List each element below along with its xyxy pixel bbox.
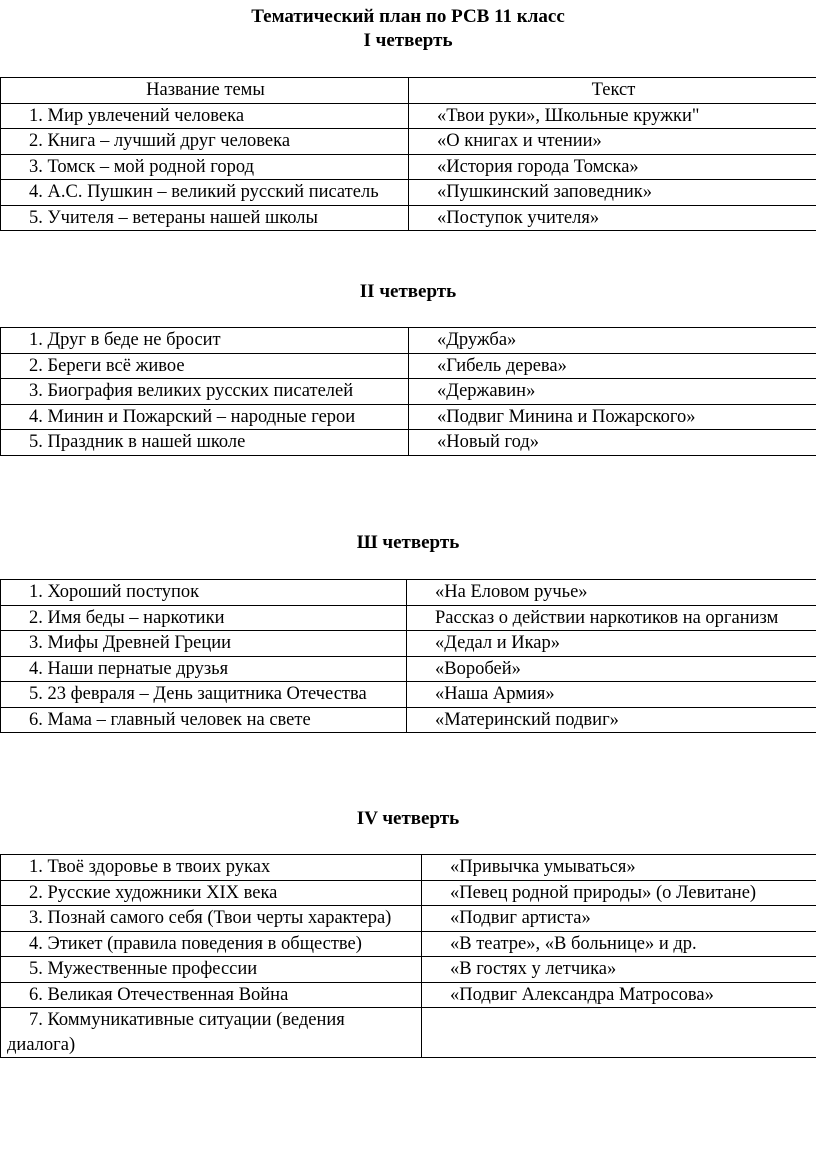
text-cell: «Подвиг Александра Матросова»: [422, 982, 816, 1008]
text-cell: «Подвиг Минина и Пожарского»: [409, 404, 816, 430]
table-row: [1, 103, 816, 129]
topic-cell: 6. Мама – главный человек на свете: [1, 707, 407, 733]
table-row: [1, 931, 816, 957]
table-row: [1, 430, 816, 456]
text-cell: «О книгах и чтении»: [409, 129, 816, 155]
quarter-4-heading: IV четверть: [356, 808, 460, 829]
topic-cell: 3. Томск – мой родной город: [1, 154, 409, 180]
table-row: [1, 906, 816, 932]
text-cell: «Державин»: [409, 379, 816, 405]
topic-cell: 2. Русские художники XIX века: [1, 880, 422, 906]
text-cell: «Гибель дерева»: [409, 353, 816, 379]
text-cell: «Твои руки», Школьные кружки": [409, 103, 816, 129]
topic-cell: 1. Друг в беде не бросит: [1, 328, 409, 354]
text-cell: «История города Томска»: [409, 154, 816, 180]
text-cell: «В гостях у летчика»: [422, 957, 816, 983]
column-header-topic: Название темы: [1, 78, 409, 104]
text-cell: «Певец родной природы» (о Левитане): [422, 880, 816, 906]
text-cell: «Дедал и Икар»: [407, 631, 816, 657]
table-row: [1, 379, 816, 405]
topic-cell: 3. Мифы Древней Греции: [1, 631, 407, 657]
table-row: [1, 682, 816, 708]
topic-cell: 2. Имя беды – наркотики: [1, 605, 407, 631]
quarter-4-table: [0, 854, 816, 1058]
text-cell: «Воробей»: [407, 656, 816, 682]
topic-cell: 5. Праздник в нашей школе: [1, 430, 409, 456]
text-cell: «Наша Армия»: [407, 682, 816, 708]
table-row: [1, 180, 816, 206]
table-header-row: [1, 78, 816, 104]
topic-cell: 2. Книга – лучший друг человека: [1, 129, 409, 155]
topic-cell: 3. Познай самого себя (Твои черты характера): [1, 906, 422, 932]
table-row: [1, 631, 816, 657]
topic-cell: 6. Великая Отечественная Война: [1, 982, 422, 1008]
topic-cell: 4. А.С. Пушкин – великий русский писатель: [1, 180, 409, 206]
topic-cell: 5. Учителя – ветераны нашей школы: [1, 205, 409, 231]
text-cell: «На Еловом ручье»: [407, 580, 816, 606]
text-cell: «Подвиг артиста»: [422, 906, 816, 932]
table-row: [1, 328, 816, 354]
page-title: Тематический план по РСВ 11 класс: [251, 6, 565, 27]
topic-cell: 3. Биография великих русских писателей: [1, 379, 409, 405]
topic-cell: 1. Хороший поступок: [1, 580, 407, 606]
table-row: [1, 855, 816, 881]
quarter-1-table: [0, 77, 816, 231]
text-cell: «Поступок учителя»: [409, 205, 816, 231]
table-row: [1, 605, 816, 631]
text-cell: Рассказ о действии наркотиков на организм: [407, 605, 816, 631]
quarter-3-heading: Ш четверть: [356, 532, 460, 553]
topic-cell: 2. Береги всё живое: [1, 353, 409, 379]
text-cell: «Новый год»: [409, 430, 816, 456]
quarter-2-table: [0, 327, 816, 456]
table-row: [1, 982, 816, 1008]
quarter-1-heading: I четверть: [363, 30, 453, 51]
topic-cell: 5. Мужественные профессии: [1, 957, 422, 983]
table-row: [1, 880, 816, 906]
table-row: [1, 957, 816, 983]
table-row: [1, 656, 816, 682]
text-cell: [422, 1008, 816, 1058]
table-row: [1, 353, 816, 379]
topic-cell: 4. Наши пернатые друзья: [1, 656, 407, 682]
table-row: [1, 154, 816, 180]
quarter-2-heading: II четверть: [359, 281, 457, 302]
topic-cell: 4. Этикет (правила поведения в обществе): [1, 931, 422, 957]
topic-cell: 5. 23 февраля – День защитника Отечества: [1, 682, 407, 708]
table-row: [1, 129, 816, 155]
table-row: [1, 707, 816, 733]
topic-cell: 7. Коммуникативные ситуации (ведения диалога): [1, 1008, 422, 1058]
table-row: [1, 1008, 816, 1058]
quarter-3-table: [0, 579, 816, 733]
column-header-text: Текст: [409, 78, 816, 104]
text-cell: «В театре», «В больнице» и др.: [422, 931, 816, 957]
table-row: [1, 580, 816, 606]
text-cell: «Материнский подвиг»: [407, 707, 816, 733]
text-cell: «Дружба»: [409, 328, 816, 354]
topic-cell: 1. Мир увлечений человека: [1, 103, 409, 129]
text-cell: «Привычка умываться»: [422, 855, 816, 881]
table-row: [1, 205, 816, 231]
topic-cell: 4. Минин и Пожарский – народные герои: [1, 404, 409, 430]
table-row: [1, 404, 816, 430]
text-cell: «Пушкинский заповедник»: [409, 180, 816, 206]
topic-cell: 1. Твоё здоровье в твоих руках: [1, 855, 422, 881]
